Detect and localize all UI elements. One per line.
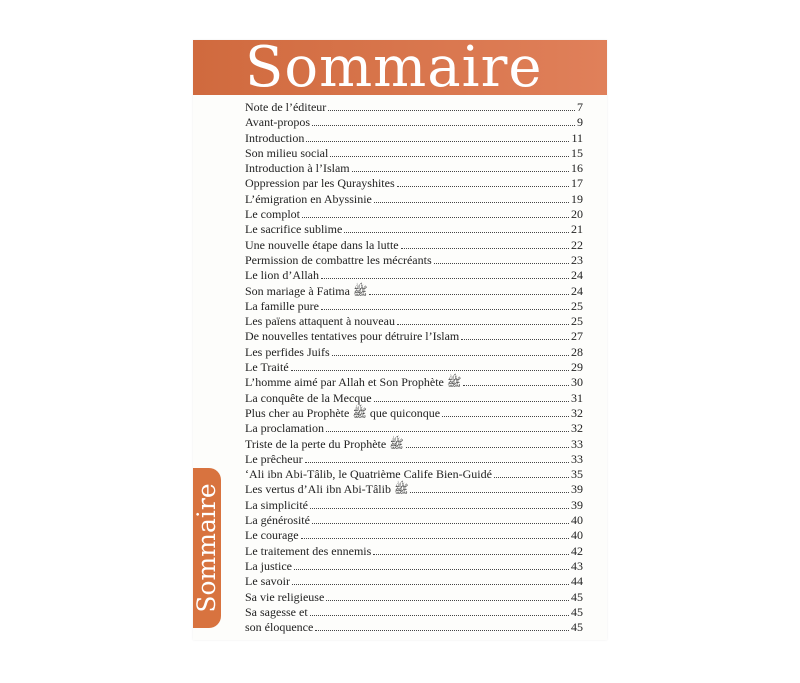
toc-entry-page: 44 <box>571 574 583 589</box>
dot-leader <box>494 467 569 478</box>
toc-entry-title: Introduction <box>245 130 305 145</box>
toc-entry <box>245 590 583 605</box>
dot-leader <box>401 238 569 249</box>
toc-entry-page: 32 <box>571 421 583 436</box>
toc-entry <box>245 329 583 344</box>
toc-entry-page: 29 <box>571 360 583 375</box>
dot-leader <box>328 100 575 111</box>
toc-entry <box>245 498 583 513</box>
dot-leader <box>321 268 569 279</box>
dot-leader <box>302 207 569 218</box>
dot-leader <box>292 574 569 585</box>
toc-entry-page: 45 <box>571 620 583 635</box>
toc-entry-page: 16 <box>571 161 583 176</box>
toc-entry <box>245 452 583 467</box>
dot-leader <box>374 391 569 402</box>
toc-entry <box>245 207 583 222</box>
toc-entry <box>245 192 583 207</box>
toc-entry-title: Son mariage à Fatima ﷺ <box>245 283 368 298</box>
toc-entry-page: 25 <box>571 314 583 329</box>
toc-entry-title: L’émigration en Abyssinie <box>245 191 372 206</box>
toc-entry <box>245 345 583 360</box>
dot-leader <box>301 528 569 539</box>
dot-leader <box>410 482 569 493</box>
dot-leader <box>326 421 569 432</box>
toc-entry-page: 39 <box>571 497 583 512</box>
toc-entry <box>245 360 583 375</box>
toc-entry-page: 42 <box>571 543 583 558</box>
toc-entry <box>245 482 583 497</box>
toc-entry-title: Avant-propos <box>245 115 311 130</box>
toc-entry-title: Le lion d’Allah <box>245 268 319 283</box>
toc-entry <box>245 559 583 574</box>
title-banner <box>193 35 607 100</box>
dot-leader <box>332 345 569 356</box>
toc-entry <box>245 284 583 299</box>
toc-entry <box>245 238 583 253</box>
toc-entry-title: La conquête de la Mecque <box>245 390 372 405</box>
toc-entry <box>245 528 583 543</box>
toc-entry-title: Les païens attaquent à nouveau <box>245 314 395 329</box>
toc-entry-title: son éloquence <box>245 620 314 635</box>
toc-entry-title: Sa vie religieuse <box>245 589 325 604</box>
toc-entry-title: Oppression par les Qurayshites <box>245 176 395 191</box>
toc-entry-title: Une nouvelle étape dans la lutte <box>245 237 399 252</box>
toc-entry-title: Son milieu social <box>245 145 329 160</box>
dot-leader <box>442 406 569 417</box>
toc-entry-title: Le complot <box>245 207 300 222</box>
toc-entry-title: Les vertus d’Ali ibn Abi-Tâlib ﷺ <box>245 482 409 497</box>
dot-leader <box>463 375 569 386</box>
toc-entry-page: 25 <box>571 298 583 313</box>
toc-entry-title: La justice <box>245 558 292 573</box>
toc-entry-page: 30 <box>571 375 583 390</box>
toc-entry-page: 22 <box>571 237 583 252</box>
toc-entry <box>245 146 583 161</box>
dot-leader <box>397 176 569 187</box>
table-of-contents <box>245 100 583 635</box>
dot-leader <box>344 222 569 233</box>
dot-leader <box>305 452 569 463</box>
toc-entry-page: 43 <box>571 558 583 573</box>
dot-leader <box>434 253 569 264</box>
toc-entry <box>245 115 583 130</box>
toc-entry-page: 40 <box>571 528 583 543</box>
page-title: Sommaire <box>245 35 543 100</box>
toc-entry <box>245 253 583 268</box>
toc-entry-title: L’homme aimé par Allah et Son Prophète ﷺ <box>245 375 462 390</box>
dot-leader <box>312 513 569 524</box>
toc-entry <box>245 131 583 146</box>
toc-entry <box>245 513 583 528</box>
dot-leader <box>310 498 569 509</box>
toc-entry <box>245 467 583 482</box>
toc-entry-page: 45 <box>571 589 583 604</box>
toc-entry-title: Note de l’éditeur <box>245 100 327 114</box>
toc-entry <box>245 222 583 237</box>
toc-entry-page: 40 <box>571 513 583 528</box>
dot-leader <box>291 360 569 371</box>
dot-leader <box>310 605 569 616</box>
toc-entry <box>245 161 583 176</box>
toc-entry-page: 9 <box>577 115 583 130</box>
toc-entry-title: Triste de la perte du Prophète ﷺ <box>245 436 404 451</box>
dot-leader <box>369 284 569 295</box>
dot-leader <box>306 131 569 142</box>
toc-entry-title: ‘Ali ibn Abi-Tâlib, le Quatrième Calife Bien-Guidé <box>245 467 492 482</box>
toc-entry-title: La simplicité <box>245 497 308 512</box>
toc-entry-title: Le sacrifice sublime <box>245 222 343 237</box>
toc-entry-page: 45 <box>571 604 583 619</box>
dot-leader <box>294 559 569 570</box>
toc-entry <box>245 574 583 589</box>
toc-entry-title: La famille pure <box>245 298 319 313</box>
toc-entry <box>245 437 583 452</box>
toc-entry-title: Permission de combattre les mécréants <box>245 252 432 267</box>
toc-entry-page: 24 <box>571 283 583 298</box>
toc-entry-title: Introduction à l’Islam <box>245 161 350 176</box>
toc-entry <box>245 605 583 620</box>
toc-entry-title: Sa sagesse et <box>245 604 308 619</box>
side-tab-label: Sommaire <box>192 483 221 613</box>
toc-entry <box>245 406 583 421</box>
toc-entry-page: 15 <box>571 145 583 160</box>
toc-entry-title: Le Traité <box>245 360 289 375</box>
toc-entry-title: Les perfides Juifs <box>245 344 330 359</box>
toc-entry <box>245 176 583 191</box>
toc-entry <box>245 544 583 559</box>
dot-leader <box>321 299 569 310</box>
toc-entry <box>245 299 583 314</box>
toc-entry-title: La générosité <box>245 513 310 528</box>
toc-entry <box>245 314 583 329</box>
toc-entry-page: 17 <box>571 176 583 191</box>
dot-leader <box>315 620 569 631</box>
dot-leader <box>406 437 569 448</box>
dot-leader <box>326 590 569 601</box>
toc-entry <box>245 421 583 436</box>
dot-leader <box>461 329 569 340</box>
toc-entry-page: 35 <box>571 467 583 482</box>
toc-entry-title: De nouvelles tentatives pour détruire l’Islam <box>245 329 460 344</box>
dot-leader <box>330 146 569 157</box>
dot-leader <box>397 314 569 325</box>
toc-entry <box>245 620 583 635</box>
toc-entry-page: 28 <box>571 344 583 359</box>
toc-entry-title: Le prêcheur <box>245 451 303 466</box>
toc-entry-page: 32 <box>571 405 583 420</box>
toc-entry-page: 19 <box>571 191 583 206</box>
toc-entry-page: 24 <box>571 268 583 283</box>
toc-entry-page: 21 <box>571 222 583 237</box>
toc-entry-page: 23 <box>571 252 583 267</box>
toc-entry-title: La proclamation <box>245 421 324 436</box>
toc-entry <box>245 375 583 390</box>
dot-leader <box>373 544 569 555</box>
toc-entry-page: 7 <box>577 100 583 114</box>
toc-entry-title: Le courage <box>245 528 299 543</box>
dot-leader <box>352 161 569 172</box>
toc-entry-title: Le traitement des ennemis <box>245 543 372 558</box>
toc-entry-page: 39 <box>571 482 583 497</box>
toc-entry-page: 33 <box>571 436 583 451</box>
toc-entry-title: Le savoir <box>245 574 290 589</box>
toc-entry-page: 27 <box>571 329 583 344</box>
toc-entry <box>245 391 583 406</box>
toc-entry <box>245 100 583 115</box>
toc-entry-page: 31 <box>571 390 583 405</box>
toc-entry-page: 11 <box>571 130 583 145</box>
dot-leader <box>312 115 575 126</box>
toc-entry-title: Plus cher au Prophète ﷺ que quiconque <box>245 405 441 420</box>
side-tab <box>193 468 221 628</box>
toc-entry <box>245 268 583 283</box>
toc-entry-page: 20 <box>571 207 583 222</box>
dot-leader <box>374 192 569 203</box>
toc-entry-page: 33 <box>571 451 583 466</box>
